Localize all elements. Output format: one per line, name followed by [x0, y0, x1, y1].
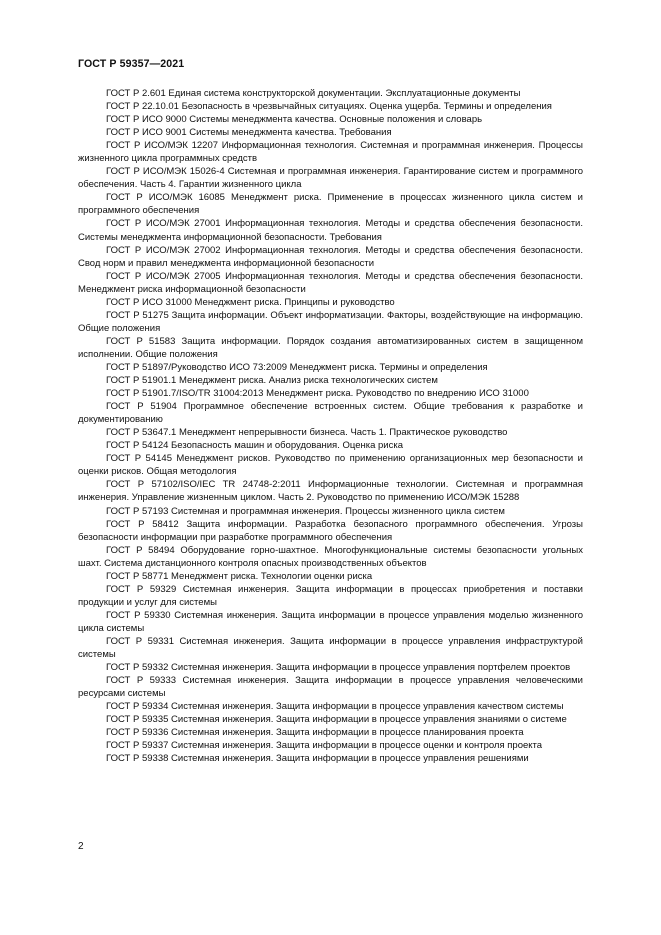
document-header: ГОСТ Р 59357—2021: [78, 58, 185, 70]
reference-item: ГОСТ Р 59329 Системная инженерия. Защита информации в процессах приобретения и поставки продукции и услуг для системы: [78, 583, 583, 608]
reference-item: ГОСТ Р ИСО/МЭК 27005 Информационная технология. Методы и средства обеспечения безопасности. Менеджмент риска информационной безопасности: [78, 270, 583, 295]
reference-item: ГОСТ Р 58412 Защита информации. Разработка безопасного программного обеспечения. Угрозы безопасности информации при разработке программного обеспечения: [78, 518, 583, 543]
reference-item: ГОСТ Р 59337 Системная инженерия. Защита информации в процессе оценки и контроля проекта: [106, 740, 543, 752]
reference-item: ГОСТ Р 51901.7/ISO/TR 31004:2013 Менеджмент риска. Руководство по внедрению ИСО 31000: [106, 388, 529, 400]
page-number: 2: [78, 841, 84, 852]
reference-item: ГОСТ Р ИСО 9001 Системы менеджмента качества. Требования: [106, 127, 392, 139]
reference-item: ГОСТ Р ИСО/МЭК 15026-4 Системная и программная инженерия. Гарантирование систем и программного обеспечения. Часть 4. Гарантии жизненного цикла: [78, 166, 583, 191]
reference-item: ГОСТ Р ИСО/МЭК 27002 Информационная технология. Методы и средства обеспечения безопасности. Свод норм и правил менеджмента информационной безопасности: [78, 244, 583, 269]
reference-item: ГОСТ Р 54124 Безопасность машин и оборудования. Оценка риска: [106, 440, 404, 452]
normative-references-list: [78, 87, 583, 765]
reference-item: ГОСТ Р 54145 Менеджмент рисков. Руководство по применению организационных мер безопасности и оценки рисков. Общая методология: [78, 453, 583, 478]
reference-item: ГОСТ Р 59338 Системная инженерия. Защита информации в процессе управления решениями: [106, 753, 529, 765]
reference-item: ГОСТ Р 51904 Программное обеспечение встроенных систем. Общие требования к разработке и документированию: [78, 401, 583, 426]
reference-item: ГОСТ Р 59336 Системная инженерия. Защита информации в процессе планирования проекта: [106, 727, 524, 739]
reference-item: ГОСТ Р ИСО 31000 Менеджмент риска. Принципы и руководство: [106, 296, 395, 308]
reference-item: ГОСТ Р 57193 Системная и программная инженерия. Процессы жизненного цикла систем: [106, 505, 505, 517]
reference-item: ГОСТ Р 51275 Защита информации. Объект информатизации. Факторы, воздействующие на информацию. Общие положения: [78, 309, 583, 334]
reference-item: ГОСТ Р 51897/Руководство ИСО 73:2009 Менеджмент риска. Термины и определения: [106, 361, 488, 373]
reference-item: ГОСТ Р ИСО/МЭК 12207 Информационная технология. Системная и программная инженерия. Процессы жизненного цикла программных средств: [78, 140, 583, 165]
reference-item: ГОСТ Р 2.601 Единая система конструкторской документации. Эксплуатационные документы: [106, 88, 521, 99]
reference-item: ГОСТ Р 59330 Системная инженерия. Защита информации в процессе управления моделью жизненного цикла системы: [78, 609, 583, 634]
reference-item: ГОСТ Р 53647.1 Менеджмент непрерывности бизнеса. Часть 1. Практическое руководство: [106, 427, 508, 439]
reference-item: ГОСТ Р 51901.1 Менеджмент риска. Анализ риска технологических систем: [106, 375, 438, 387]
reference-item: ГОСТ Р 59333 Системная инженерия. Защита информации в процессе управления человеческими ресурсами системы: [78, 675, 583, 700]
reference-item: ГОСТ Р 57102/ISO/IEC TR 24748-2:2011 Информационные технологии. Системная и программная инженерия. Управление жизненным циклом. Часть 2. Руководство по применению ИСО/МЭК 15288: [78, 479, 583, 504]
reference-item: ГОСТ Р 59332 Системная инженерия. Защита информации в процессе управления портфелем проектов: [106, 662, 571, 674]
reference-item: ГОСТ Р 59331 Системная инженерия. Защита информации в процессе управления инфраструктурой системы: [78, 635, 583, 661]
reference-item: ГОСТ Р 59335 Системная инженерия. Защита информации в процессе управления знаниями о системе: [106, 714, 567, 726]
reference-item: ГОСТ Р 58494 Оборудование горно-шахтное. Многофункциональные системы безопасности угольных шахт. Система дистанционного контроля опасных производственных объектов: [78, 544, 583, 569]
reference-item: ГОСТ Р ИСО 9000 Системы менеджмента качества. Основные положения и словарь: [106, 114, 483, 126]
reference-item: ГОСТ Р 59334 Системная инженерия. Защита информации в процессе управления качеством системы: [106, 701, 564, 713]
reference-item: ГОСТ Р 58771 Менеджмент риска. Технологии оценки риска: [106, 570, 373, 582]
reference-item: ГОСТ Р 22.10.01 Безопасность в чрезвычайных ситуациях. Оценка ущерба. Термины и определения: [106, 101, 552, 113]
reference-item: ГОСТ Р 51583 Защита информации. Порядок создания автоматизированных систем в защищенном исполнении. Общие положения: [78, 335, 583, 360]
reference-item: ГОСТ Р ИСО/МЭК 27001 Информационная технология. Методы и средства обеспечения безопасности. Системы менеджмента информационной безопасности. Требования: [78, 218, 583, 243]
reference-item: ГОСТ Р ИСО/МЭК 16085 Менеджмент риска. Применение в процессах жизненного цикла систем и программного обеспечения: [78, 192, 583, 217]
